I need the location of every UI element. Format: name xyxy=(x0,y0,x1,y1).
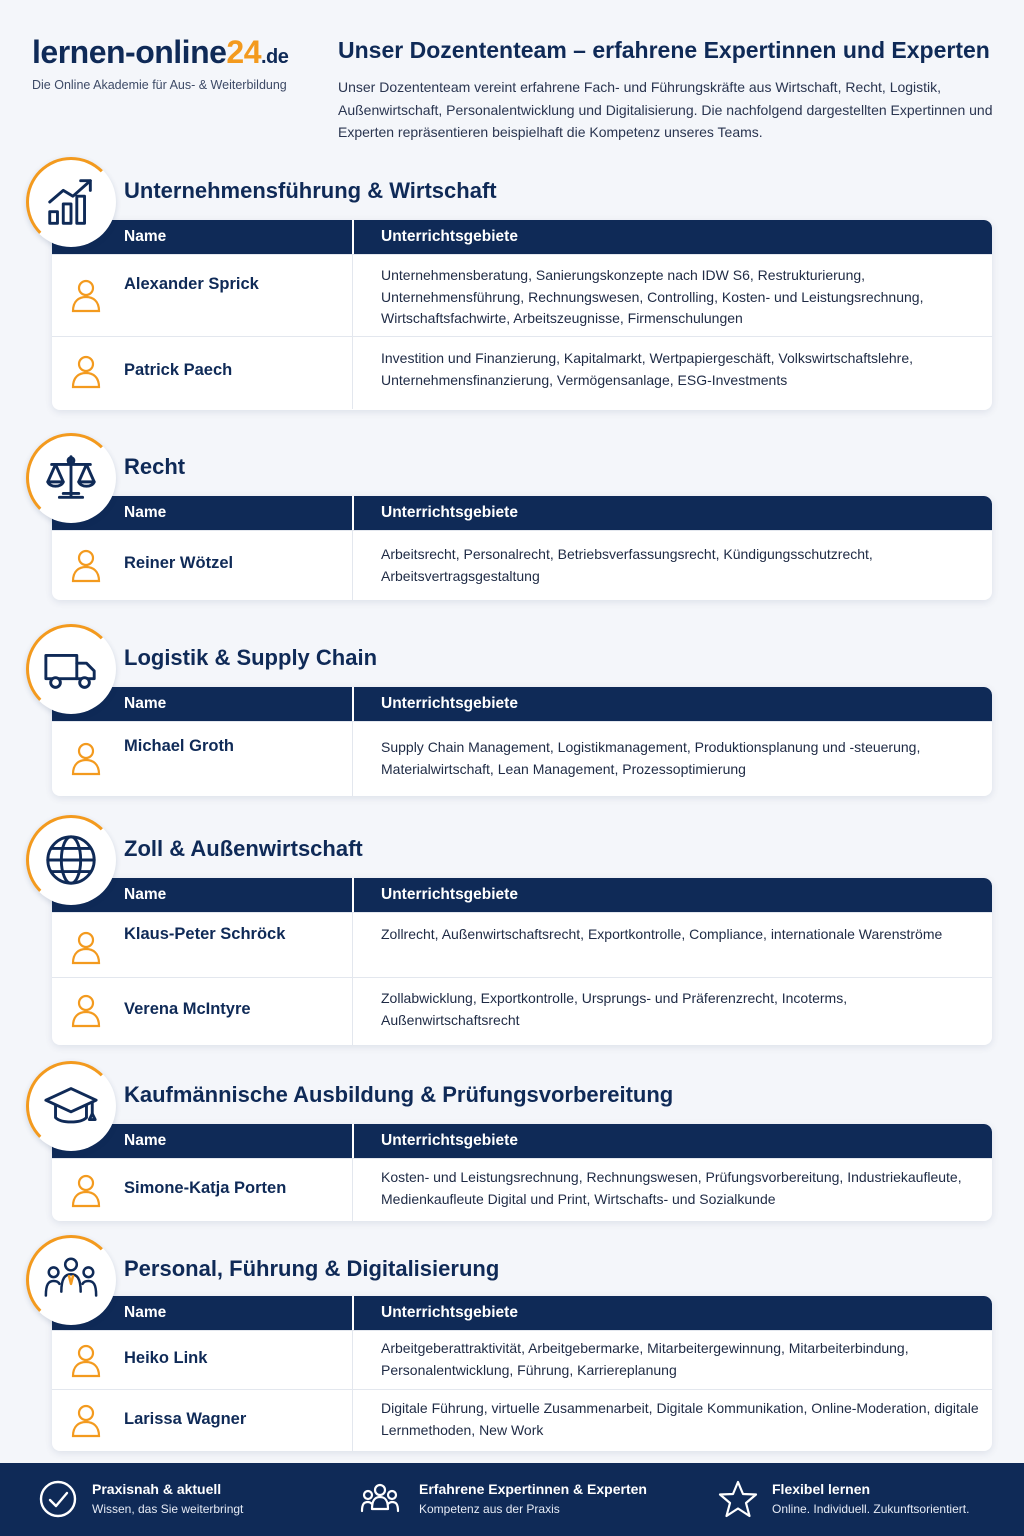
teacher-subjects: Arbeitgeberattraktivität, Arbeitgebermarke, Mitarbeitergewinnung, Mitarbeiterbindung, Personalentwicklung, Führung, Karriereplanung xyxy=(381,1340,909,1378)
section-title: Kaufmännische Ausbildung & Prüfungsvorbereitung xyxy=(124,1082,674,1107)
teacher-table xyxy=(52,496,992,600)
section-title: Logistik & Supply Chain xyxy=(124,645,378,670)
column-header-subjects: Unterrichtsgebiete xyxy=(381,228,518,245)
scales-icon xyxy=(26,433,116,523)
teacher-table xyxy=(52,878,992,1045)
column-header-name: Name xyxy=(124,886,167,903)
person-icon xyxy=(70,929,102,965)
teacher-name: Patrick Paech xyxy=(124,361,233,379)
teacher-name: Reiner Wötzel xyxy=(124,554,234,572)
section-title: Unternehmensführung & Wirtschaft xyxy=(124,178,497,203)
table-row xyxy=(52,912,992,977)
person-icon xyxy=(70,1172,102,1208)
table-row xyxy=(52,977,992,1045)
footer-title: Flexibel lernen xyxy=(772,1481,871,1497)
table-row xyxy=(52,254,992,336)
table-row xyxy=(52,1330,992,1389)
person-icon xyxy=(70,353,102,389)
check-circle-icon xyxy=(38,1479,78,1519)
logo-tagline: Die Online Akademie für Aus- & Weiterbildung xyxy=(32,78,287,92)
page-header xyxy=(0,0,1024,150)
table-row xyxy=(52,1158,992,1221)
people-group-icon xyxy=(26,1235,116,1325)
teacher-subjects: Zollabwicklung, Exportkontrolle, Ursprungs- und Präferenzrecht, Incoterms, Außenwirtschaftsrecht xyxy=(381,990,848,1028)
footer-bar xyxy=(0,1463,1024,1536)
table-row xyxy=(52,530,992,600)
person-icon xyxy=(70,277,102,313)
section-title: Recht xyxy=(124,454,186,479)
teacher-subjects: Zollrecht, Außenwirtschaftsrecht, Exportkontrolle, Compliance, internationale Warenströme xyxy=(381,926,943,942)
column-header-subjects: Unterrichtsgebiete xyxy=(381,695,518,712)
person-icon xyxy=(70,740,102,776)
intro-text: Unser Dozententeam vereint erfahrene Fach- und Führungskräfte aus Wirtschaft, Recht, Logistik, Außenwirtschaft, Personalentwicklung und Digitalisierung. Die nachfolgend dargestellten Expertinnen und Experten repräsentieren beispielhaft die Kompetenz unseres Teams. xyxy=(338,79,993,140)
table-row xyxy=(52,1389,992,1451)
column-header-name: Name xyxy=(124,228,167,245)
teacher-name: Simone-Katja Porten xyxy=(124,1179,287,1197)
star-icon xyxy=(718,1479,758,1519)
logo-wordmark: lernen-online24.de xyxy=(32,34,289,70)
teacher-name: Heiko Link xyxy=(124,1349,208,1367)
person-icon xyxy=(70,992,102,1028)
footer-subtitle: Online. Individuell. Zukunftsorientiert. xyxy=(772,1502,970,1516)
column-header-name: Name xyxy=(124,504,167,521)
intro-block xyxy=(338,36,1002,144)
column-header-subjects: Unterrichtsgebiete xyxy=(381,886,518,903)
column-header-name: Name xyxy=(124,1304,167,1321)
teacher-table xyxy=(52,220,992,410)
table-header xyxy=(52,687,992,721)
footer-title: Praxisnah & aktuell xyxy=(92,1481,222,1497)
table-header xyxy=(52,1296,992,1330)
teacher-subjects: Digitale Führung, virtuelle Zusammenarbeit, Digitale Kommunikation, Online-Moderation, digitale Lernmethoden, New Work xyxy=(381,1400,979,1438)
teacher-name: Alexander Sprick xyxy=(124,275,259,293)
teacher-subjects: Unternehmensberatung, Sanierungskonzepte nach IDW S6, Restrukturierung, Unternehmensführung, Rechnungswesen, Controlling, Kosten- und Leistungsrechnung, Wirtschaftsfachwirte, Arbeitszeugnisse, Firmenschulungen xyxy=(381,267,924,326)
teacher-subjects: Kosten- und Leistungsrechnung, Rechnungswesen, Prüfungsvorbereitung, Industriekaufleute, Medienkaufleute Digital und Print, Wirtschafts- und Sozialkunde xyxy=(381,1169,962,1207)
person-icon xyxy=(70,1342,102,1378)
graduation-cap-icon xyxy=(26,1061,116,1151)
people-icon xyxy=(360,1479,400,1519)
table-header xyxy=(52,1124,992,1158)
footer-subtitle: Wissen, das Sie weiterbringt xyxy=(92,1502,244,1516)
person-icon xyxy=(70,547,102,583)
teacher-table xyxy=(52,1296,992,1451)
section-title: Zoll & Außenwirtschaft xyxy=(124,836,363,861)
table-row xyxy=(52,336,992,409)
column-header-subjects: Unterrichtsgebiete xyxy=(381,1132,518,1149)
page-title: Unser Dozententeam – erfahrene Expertinnen und Experten xyxy=(338,37,990,63)
footer-subtitle: Kompetenz aus der Praxis xyxy=(419,1502,560,1516)
column-header-name: Name xyxy=(124,695,167,712)
section-title: Personal, Führung & Digitalisierung xyxy=(124,1256,500,1281)
globe-icon xyxy=(26,815,116,905)
teacher-table xyxy=(52,1124,992,1221)
column-header-subjects: Unterrichtsgebiete xyxy=(381,504,518,521)
table-header xyxy=(52,496,992,530)
table-header xyxy=(52,220,992,254)
teacher-subjects: Arbeitsrecht, Personalrecht, Betriebsverfassungsrecht, Kündigungsschutzrecht, Arbeitsvertragsgestaltung xyxy=(381,546,873,584)
chart-growth-icon xyxy=(26,157,116,247)
table-row xyxy=(52,721,992,796)
teacher-name: Verena McIntyre xyxy=(124,1000,251,1018)
column-header-name: Name xyxy=(124,1132,167,1149)
person-icon xyxy=(70,1402,102,1438)
teacher-subjects: Investition und Finanzierung, Kapitalmarkt, Wertpapiergeschäft, Volkswirtschaftslehre, Unternehmensfinanzierung, Vermögensanlage, ESG-Investments xyxy=(381,350,913,388)
logo[interactable] xyxy=(32,34,288,92)
truck-icon xyxy=(26,624,116,714)
teacher-table xyxy=(52,687,992,796)
teacher-name: Michael Groth xyxy=(124,737,235,755)
teacher-name: Klaus-Peter Schröck xyxy=(124,925,286,943)
table-header xyxy=(52,878,992,912)
teacher-name: Larissa Wagner xyxy=(124,1410,247,1428)
column-header-subjects: Unterrichtsgebiete xyxy=(381,1304,518,1321)
footer-title: Erfahrene Expertinnen & Experten xyxy=(419,1481,647,1497)
teacher-subjects: Supply Chain Management, Logistikmanagement, Produktionsplanung und -steuerung, Materialwirtschaft, Lean Management, Prozessoptimierung xyxy=(381,739,921,777)
